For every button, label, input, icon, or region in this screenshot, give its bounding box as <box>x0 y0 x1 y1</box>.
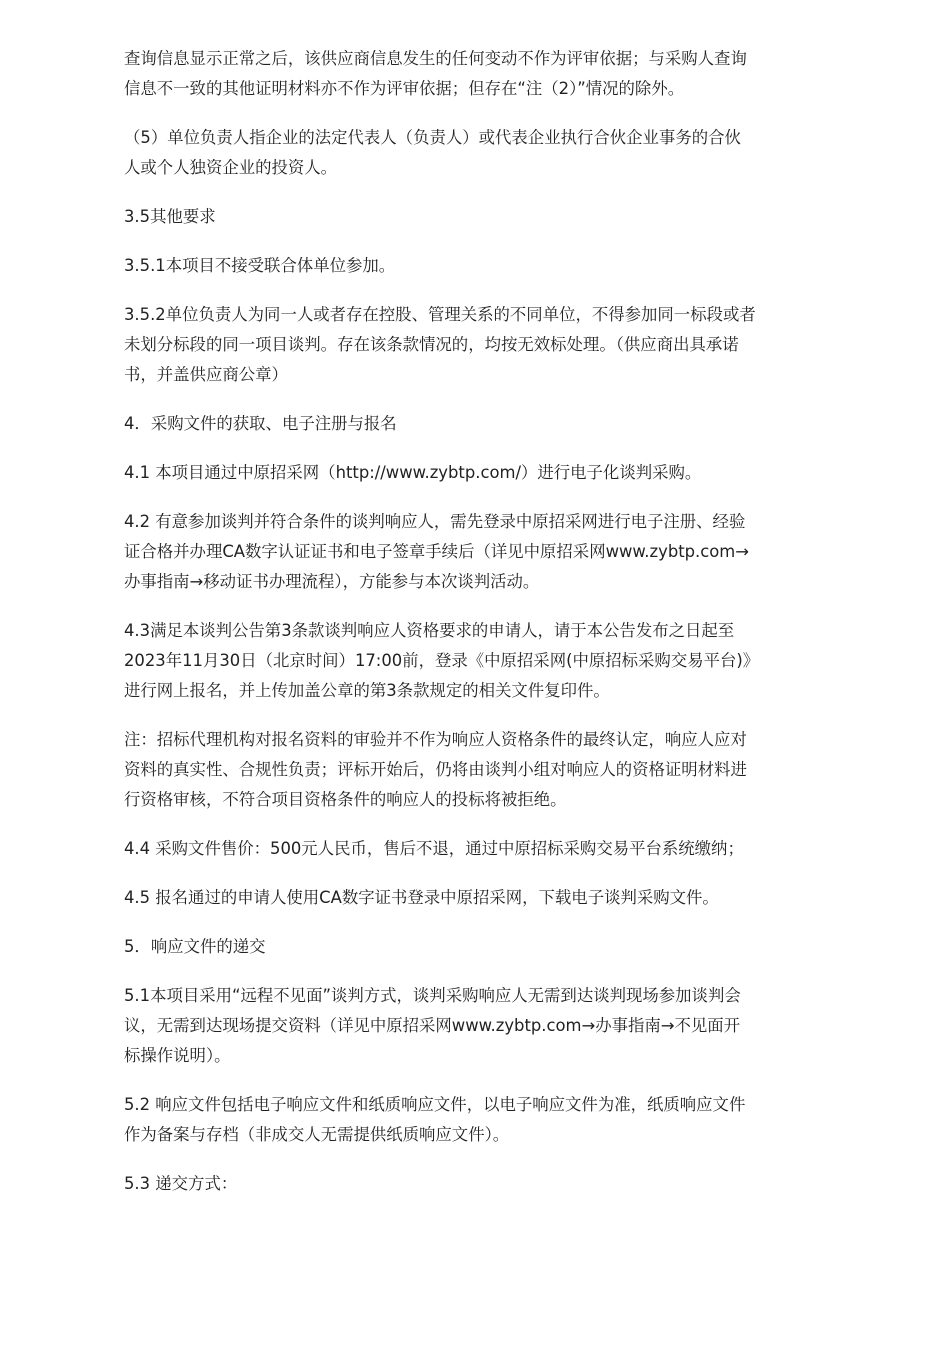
paragraph-3-5-1 <box>124 251 826 281</box>
paragraph-4-3 <box>124 616 826 706</box>
text-line: 4.2 有意参加谈判并符合条件的谈判响应人，需先登录中原招采网进行电子注册、经验 <box>124 512 746 531</box>
paragraph-4-4 <box>124 834 826 864</box>
text-line: 4.3满足本谈判公告第3条款谈判响应人资格要求的申请人，请于本公告发布之日起至 <box>124 621 735 640</box>
text-line: 5.2 响应文件包括电子响应文件和纸质响应文件，以电子响应文件为准，纸质响应文件 <box>124 1095 746 1114</box>
text-line: 3.5其他要求 <box>124 207 216 226</box>
paragraph-5-1 <box>124 981 826 1071</box>
text-line: 进行网上报名，并上传加盖公章的第3条款规定的相关文件复印件。 <box>124 681 610 700</box>
text-line: 4.1 本项目通过中原招采网（http://www.zybtp.com/）进行电子化谈判采购。 <box>124 463 702 482</box>
text-line: 作为备案与存档（非成交人无需提供纸质响应文件）。 <box>124 1125 510 1144</box>
text-line: 人或个人独资企业的投资人。 <box>124 158 338 177</box>
text-line: 3.5.1本项目不接受联合体单位参加。 <box>124 256 396 275</box>
paragraph-5-2 <box>124 1090 826 1150</box>
text-line: 标操作说明）。 <box>124 1046 231 1065</box>
text-line: 4．采购文件的获取、电子注册与报名 <box>124 414 397 433</box>
text-line: 2023年11月30日（北京时间）17:00前，登录《中原招采网(中原招标采购交易平台)》 <box>124 651 760 670</box>
text-line: 证合格并办理CA数字认证证书和电子签章手续后（详见中原招采网www.zybtp.com→ <box>124 542 750 561</box>
paragraph-supplier-info-note <box>124 44 826 104</box>
paragraph-4-5 <box>124 883 826 913</box>
document-body <box>124 44 826 1218</box>
text-line: （5）单位负责人指企业的法定代表人（负责人）或代表企业执行合伙企业事务的合伙 <box>124 128 741 147</box>
text-line: 书，并盖供应商公章） <box>124 365 288 384</box>
paragraph-note <box>124 725 826 815</box>
text-line: 未划分标段的同一项目谈判。存在该条款情况的，均按无效标处理。（供应商出具承诺 <box>124 335 739 354</box>
section-heading-3-5 <box>124 202 826 232</box>
paragraph-unit-leader-definition <box>124 123 826 183</box>
text-line: 查询信息显示正常之后，该供应商信息发生的任何变动不作为评审依据；与采购人查询 <box>124 49 747 68</box>
text-line: 5．响应文件的递交 <box>124 937 266 956</box>
text-line: 4.5 报名通过的申请人使用CA数字证书登录中原招采网，下载电子谈判采购文件。 <box>124 888 719 907</box>
text-line: 5.3 递交方式： <box>124 1174 238 1193</box>
text-line: 3.5.2单位负责人为同一人或者存在控股、管理关系的不同单位，不得参加同一标段或者 <box>124 305 756 324</box>
text-line: 5.1本项目采用“远程不见面”谈判方式，谈判采购响应人无需到达谈判现场参加谈判会 <box>124 986 741 1005</box>
paragraph-3-5-2 <box>124 300 826 390</box>
paragraph-4-1 <box>124 458 826 488</box>
text-line: 注：招标代理机构对报名资料的审验并不作为响应人资格条件的最终认定，响应人应对 <box>124 730 747 749</box>
section-heading-5 <box>124 932 826 962</box>
paragraph-4-2 <box>124 507 826 597</box>
section-heading-4 <box>124 409 826 439</box>
text-line: 行资格审核，不符合项目资格条件的响应人的投标将被拒绝。 <box>124 790 567 809</box>
text-line: 资料的真实性、合规性负责；评标开始后，仍将由谈判小组对响应人的资格证明材料进 <box>124 760 747 779</box>
text-line: 议，无需到达现场提交资料（详见中原招采网www.zybtp.com→办事指南→不见面开 <box>124 1016 741 1035</box>
text-line: 信息不一致的其他证明材料亦不作为评审依据；但存在“注（2）”情况的除外。 <box>124 79 685 98</box>
text-line: 办事指南→移动证书办理流程），方能参与本次谈判活动。 <box>124 572 540 591</box>
text-line: 4.4 采购文件售价：500元人民币，售后不退，通过中原招标采购交易平台系统缴纳； <box>124 839 744 858</box>
paragraph-5-3 <box>124 1169 826 1199</box>
